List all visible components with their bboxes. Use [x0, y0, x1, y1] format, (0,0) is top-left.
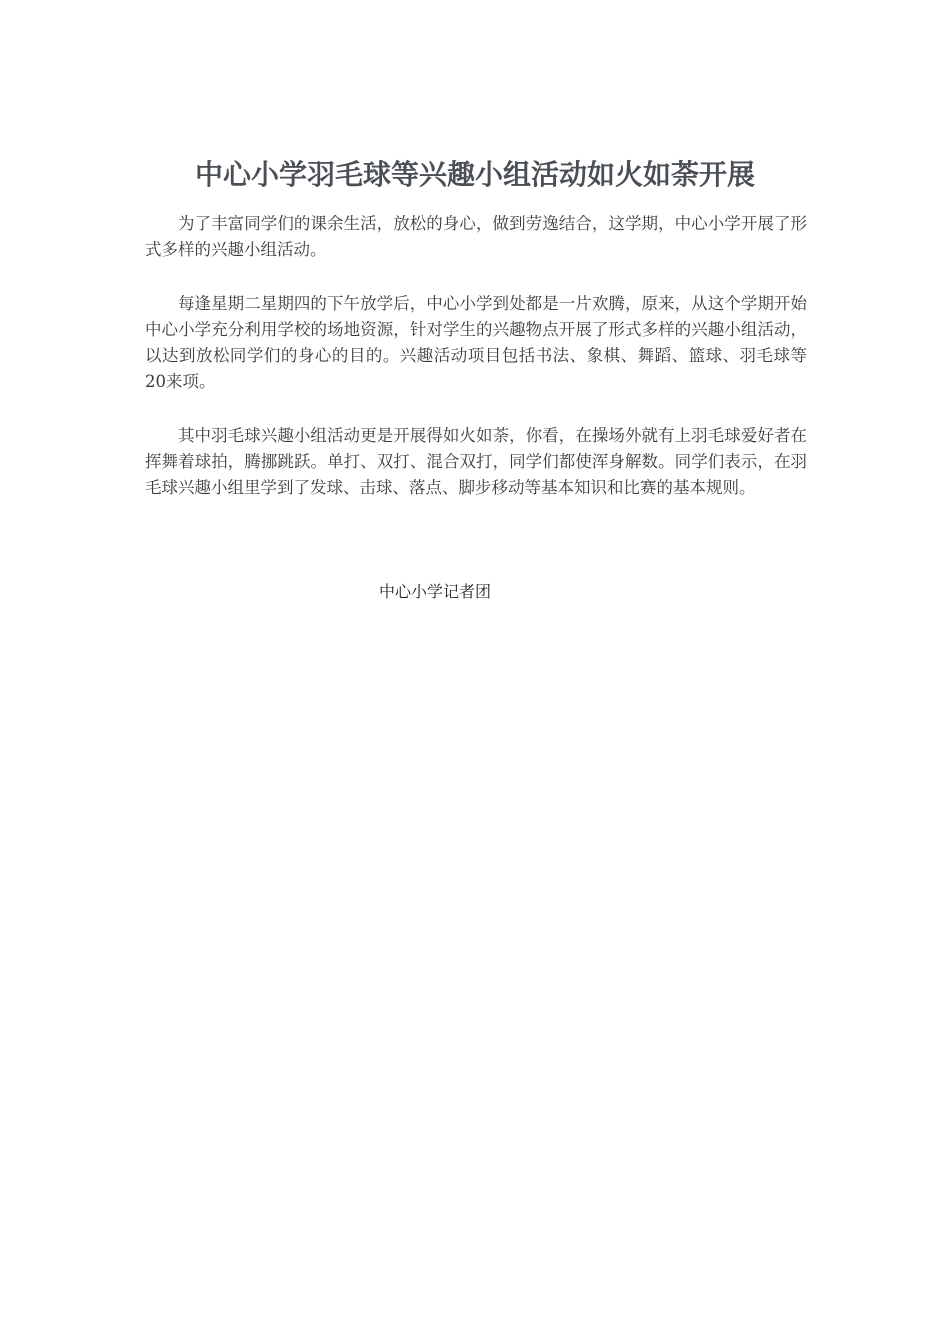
- document-title: 中心小学羽毛球等兴趣小组活动如火如荼开展: [194, 157, 755, 191]
- paragraph-1: 为了丰富同学们的课余生活，放松的身心，做到劳逸结合，这学期，中心小学开展了形式多样的兴趣小组活动。: [145, 214, 807, 259]
- author-signature: 中心小学记者团: [379, 582, 492, 601]
- paragraph-3: 其中羽毛球兴趣小组活动更是开展得如火如荼，你看，在操场外就有上羽毛球爱好者在挥舞着球拍，腾挪跳跃。单打、双打、混合双打，同学们都使浑身解数。同学们表示，在羽毛球兴趣小组里学到了发球、击球、落点、脚步移动等基本知识和比赛的基本规则。: [145, 426, 807, 497]
- paragraph-2: 每逢星期二星期四的下午放学后，中心小学到处都是一片欢腾，原来，从这个学期开始中心小学充分利用学校的场地资源，针对学生的兴趣物点开展了形式多样的兴趣小组活动，以达到放松同学们的身心的目的。兴趣活动项目包括书法、象棋、舞蹈、篮球、羽毛球等20来项。: [145, 294, 807, 391]
